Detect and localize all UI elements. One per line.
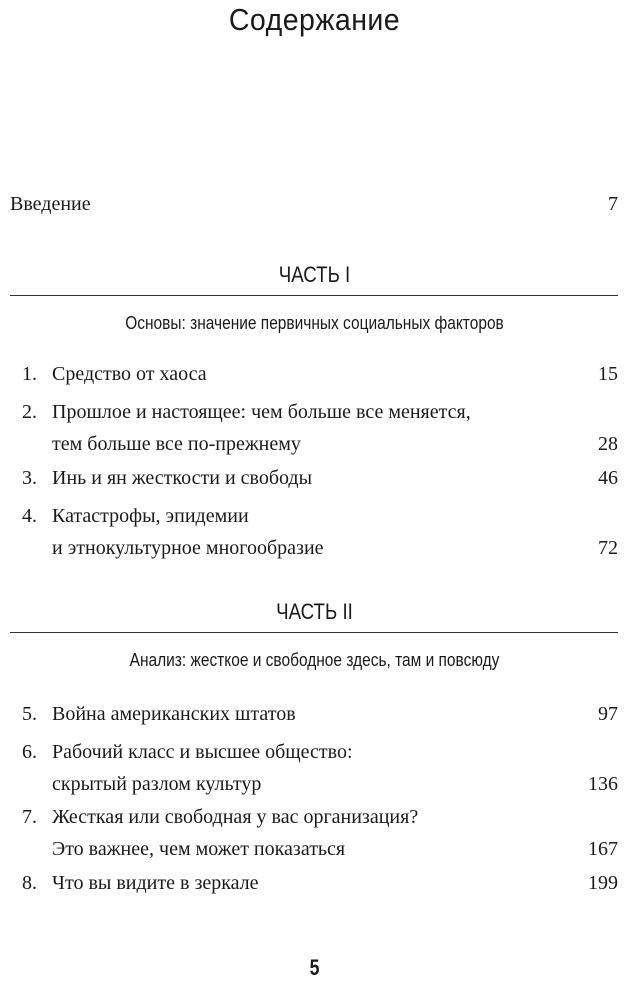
chapter-title-line: Рабочий класс и высшее общество: (52, 741, 353, 763)
chapter-title-line: Инь и ян жесткости и свободы (52, 467, 313, 489)
chapter-title (52, 736, 353, 800)
chapter-page-number: 136 (588, 773, 618, 795)
section-divider (10, 632, 618, 633)
toc-entry[interactable] (22, 867, 618, 899)
toc-entry[interactable] (22, 698, 618, 730)
page-number: 5 (309, 955, 320, 980)
part-subtitle: Анализ: жесткое и свободное здесь, там и повсюду (129, 650, 500, 670)
chapter-title-line: Это важнее, чем может показаться (52, 838, 346, 860)
chapter-title (52, 462, 312, 494)
chapter-number: 8. (22, 872, 37, 894)
chapter-title-line: Жесткая или свободная у вас организация? (52, 806, 419, 828)
chapter-number: 5. (22, 703, 37, 725)
toc-entry[interactable] (22, 500, 618, 564)
chapter-title-line: и этнокультурное многообразие (52, 537, 324, 559)
toc-entry[interactable] (22, 462, 618, 494)
toc-entry-label: Введение (10, 193, 91, 215)
section-divider (10, 295, 618, 296)
chapter-title (52, 698, 296, 730)
toc-entry-introduction[interactable] (10, 193, 618, 216)
chapter-number: 4. (22, 505, 37, 527)
chapter-title-line: Прошлое и настоящее: чем больше все меняется, (52, 401, 471, 423)
chapter-title (52, 358, 207, 390)
toc-entry[interactable] (22, 801, 618, 865)
chapter-page-number: 167 (588, 838, 618, 860)
chapter-title-line: Средство от хаоса (52, 363, 207, 385)
part-heading: ЧАСТЬ II (276, 599, 353, 624)
chapter-title (52, 867, 259, 899)
toc-entry[interactable] (22, 358, 618, 390)
chapter-number: 1. (22, 363, 37, 385)
chapter-number: 2. (22, 401, 37, 423)
chapter-page-number: 97 (598, 703, 618, 725)
chapter-title-line: Война американских штатов (52, 703, 296, 725)
chapter-page-number: 199 (588, 872, 618, 894)
chapter-number: 3. (22, 467, 37, 489)
chapter-page-number: 46 (598, 467, 618, 489)
chapter-page-number: 72 (598, 537, 618, 559)
chapter-title (52, 396, 471, 460)
chapter-page-number: 15 (598, 363, 618, 385)
chapter-title-line: тем больше все по-прежнему (52, 433, 301, 455)
toc-entry[interactable] (22, 396, 618, 460)
chapter-page-number: 28 (598, 433, 618, 455)
chapter-title-line: скрытый разлом культур (52, 773, 262, 795)
toc-entry-page-number: 7 (608, 193, 618, 215)
chapter-title-line: Что вы видите в зеркале (52, 872, 259, 894)
toc-entry[interactable] (22, 736, 618, 800)
chapter-number: 7. (22, 806, 37, 828)
part-heading: ЧАСТЬ I (278, 262, 351, 287)
part-subtitle: Основы: значение первичных социальных факторов (125, 313, 504, 333)
chapter-title (52, 500, 324, 564)
chapter-number: 6. (22, 741, 37, 763)
chapter-title (52, 801, 418, 865)
chapter-title-line: Катастрофы, эпидемии (52, 505, 249, 527)
page-title: Содержание (228, 2, 401, 37)
